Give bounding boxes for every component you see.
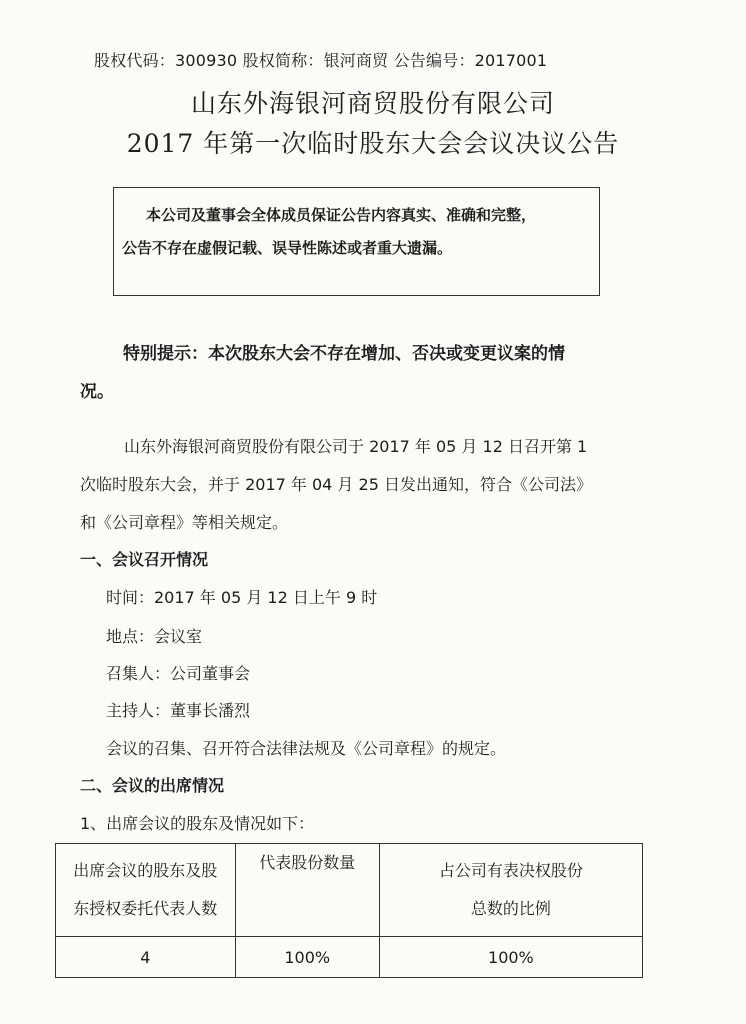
announcement-title: 2017 年第一次临时股东大会会议决议公告 <box>126 129 620 158</box>
header-attendee-count <box>56 844 236 937</box>
cell-share-count: 100% <box>235 937 379 978</box>
meeting-compliance: 会议的召集、召开符合法律法规及《公司章程》的规定。 <box>106 739 507 758</box>
meeting-place: 地点：会议室 <box>106 627 203 646</box>
meeting-convener: 召集人：公司董事会 <box>106 664 251 683</box>
attendance-table <box>55 843 643 978</box>
section-2-sub-1: 1、出席会议的股东及情况如下： <box>80 814 315 833</box>
company-title: 山东外海银河商贸股份有限公司 <box>190 89 555 118</box>
meeting-time: 时间：2017 年 05 月 12 日上午 9 时 <box>106 588 378 607</box>
intro-line-2: 次临时股东大会，并于 2017 年 04 月 25 日发出通知，符合《公司法》 <box>80 475 592 494</box>
header-col1-line2: 东授权委托代表人数 <box>73 899 218 918</box>
intro-line-3: 和《公司章程》等相关规定。 <box>80 513 289 532</box>
notice-line-2: 公告不存在虚假记载、误导性陈述或者重大遗漏。 <box>122 239 453 257</box>
stock-info-line: 股权代码：300930 股权简称：银河商贸 公告编号：2017001 <box>94 51 548 70</box>
table-header-row <box>56 844 643 937</box>
header-col3-line1: 占公司有表决权股份 <box>438 861 583 880</box>
header-col2: 代表股份数量 <box>259 853 356 872</box>
special-tip-line-2: 况。 <box>80 382 114 402</box>
notice-line-1: 本公司及董事会全体成员保证公告内容真实、准确和完整， <box>146 206 537 224</box>
cell-attendee-count: 4 <box>56 937 236 978</box>
section-2-heading: 二、会议的出席情况 <box>80 776 225 795</box>
cell-voting-ratio: 100% <box>379 937 642 978</box>
intro-line-1: 山东外海银河商贸股份有限公司于 2017 年 05 月 12 日召开第 1 <box>124 437 588 456</box>
meeting-host: 主持人：董事长潘烈 <box>106 701 251 720</box>
table-row <box>56 937 643 978</box>
section-1-heading: 一、会议召开情况 <box>80 550 209 569</box>
header-col1-line1: 出席会议的股东及股 <box>73 861 218 880</box>
header-col3-line2: 总数的比例 <box>470 899 551 918</box>
header-share-count <box>235 844 379 937</box>
header-voting-ratio <box>379 844 642 937</box>
special-tip-line-1: 特别提示：本次股东大会不存在增加、否决或变更议案的情 <box>123 344 565 364</box>
